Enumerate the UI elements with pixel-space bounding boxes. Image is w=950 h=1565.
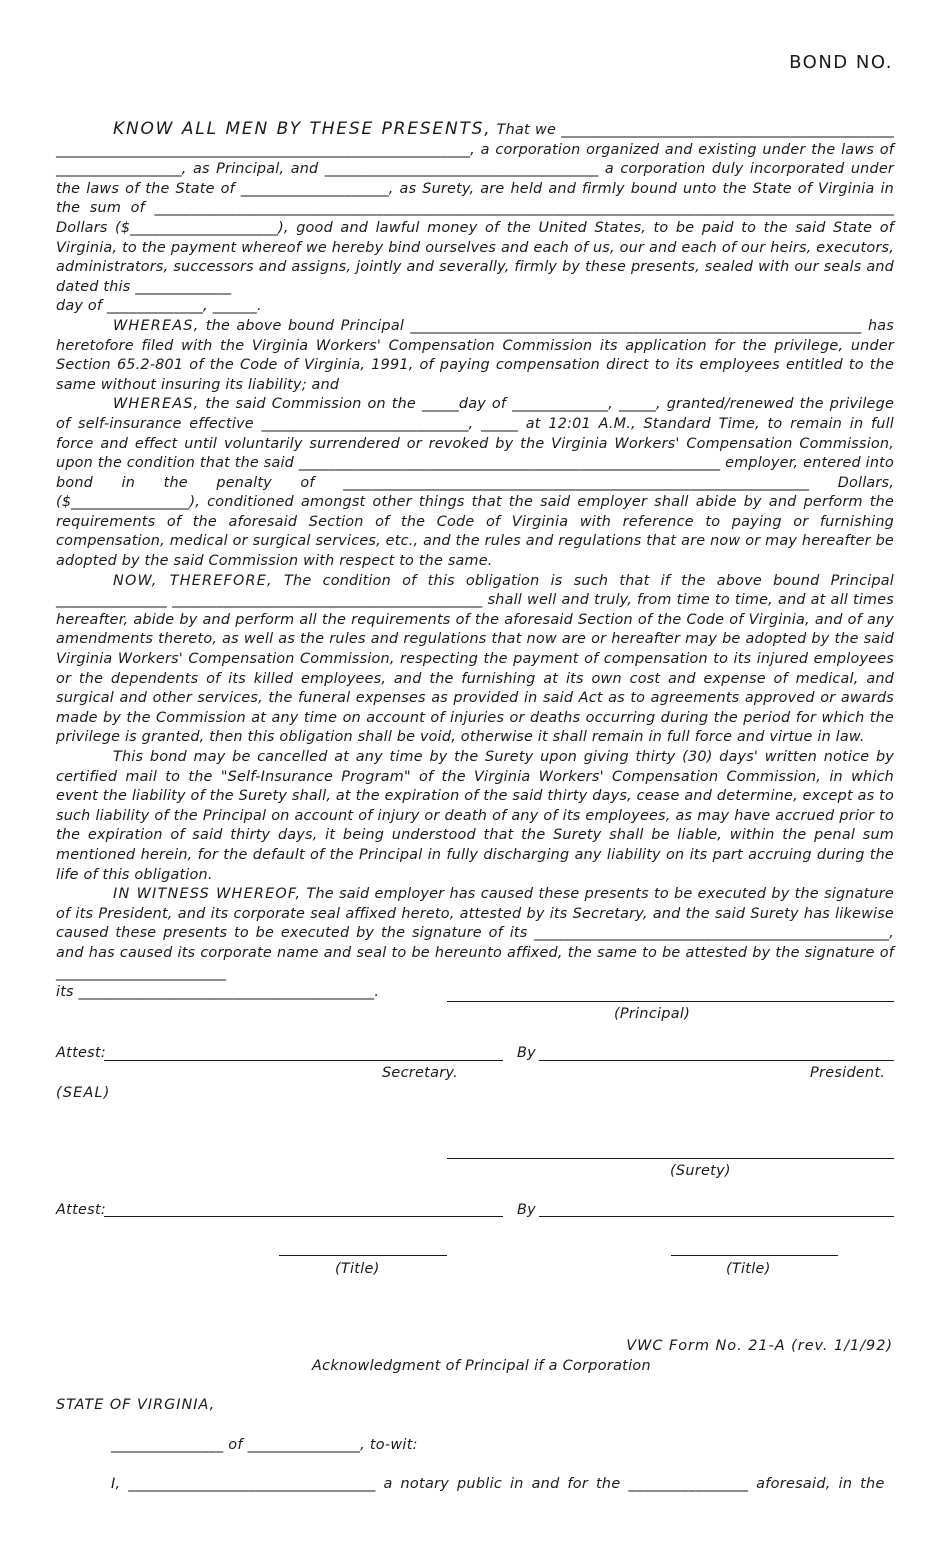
notary-line: I, _________________________________ a notary public in and for the ________________ aforesaid, in the	[111, 1476, 885, 1492]
surety-label: (Surety)	[670, 1163, 731, 1179]
dated-line: day of _____________, ______.	[56, 298, 262, 315]
state-label: STATE OF VIRGINIA,	[56, 1397, 216, 1413]
paragraph-3-text: the said Commission on the _____day of _____________, _____, granted/renewed the privilege of self-insurance effective ____________________________, _____ at 12:01 A.M., Standard Time, to remain in full force and effect until voluntarily surrendered or revoked by the Virginia Workers' Compensation Commission, upon the condition that the said _________________________________________________________ employer, entered into bond in the penalty of _______________________________________________________________ Dollars, ($________________), conditioned amongst other things that the said employer shall abide by and perform the requirements of the aforesaid Section of the Code of Virginia with reference to paying or furnishing compensation, medical or surgical services, etc., and the rules and regulations that are now or may hereafter be adopted by the said Commission with respect to the same.	[56, 396, 894, 570]
attest-signature-line[interactable]	[104, 1060, 503, 1061]
now-therefore-lead: NOW, THEREFORE,	[113, 572, 273, 589]
county-line: _______________ of _______________, to-wit:	[111, 1437, 418, 1453]
seal-label: (SEAL)	[56, 1085, 111, 1101]
form-number: VWC Form No. 21-A (rev. 1/1/92)	[626, 1338, 893, 1354]
whereas-lead-1: WHEREAS,	[113, 317, 200, 334]
whereas-lead-2: WHEREAS,	[113, 396, 200, 413]
paragraph-6-text: The said employer has caused these presents to be executed by the signature of its President, and its corporate seal affixed hereto, attested by its Secretary, and the said Surety has likewise caused these presents to be executed by the signature of its ________________________________________________, and has caused its corporate name and seal to be hereunto affixed, the same to be attested by the signature of _______________________	[56, 886, 894, 981]
paragraph-now-therefore	[56, 572, 894, 748]
principal-signature-line[interactable]	[447, 1001, 894, 1002]
attest-label-2: Attest:	[56, 1202, 107, 1218]
title-line-1[interactable]	[279, 1255, 447, 1256]
paragraph-whereas-1	[56, 317, 894, 395]
title-label-2: (Title)	[726, 1261, 771, 1277]
in-witness-lead: IN WITNESS WHEREOF,	[113, 886, 302, 903]
surety-signature-line[interactable]	[447, 1158, 894, 1159]
bond-body	[56, 120, 894, 1003]
paragraph-know-all-men	[56, 120, 894, 297]
attest-label: Attest:	[56, 1045, 107, 1061]
president-signature-line[interactable]	[539, 1060, 894, 1061]
paragraph-2-text: the above bound Principal _____________________________________________________________ has heretofore filed with the Virginia Workers' Compensation Commission its application for the privilege, under Section 65.2-801 of the Code of Virginia, 1991, of paying compensation direct to its employees entitled to the same without insuring its liability; and	[56, 317, 894, 393]
by-label: By	[517, 1045, 536, 1061]
paragraph-cancellation: This bond may be cancelled at any time by the Surety upon giving thirty (30) days' written notice by certified mail to the "Self-Insurance Program" of the Virginia Workers' Compensation Commission, in which event the liability of the Surety shall, at the expiration of the said thirty days, cease and determine, except as to such liability of the Principal on account of injury or death of any of its employees, as may have accrued prior to the expiration of said thirty days, it being understood that the Surety shall be liable, within the penal sum mentioned herein, for the default of the Principal in fully discharging any liability on its part accruing during the life of this obligation.	[56, 749, 894, 883]
principal-label: (Principal)	[614, 1006, 691, 1022]
paragraph-whereas-2	[56, 395, 894, 571]
paragraph-1-text: That we _____________________________________________ ________________________________________________________, a corporation organized and existing under the laws of _________________, as Principal, and _____________________________________ a corporation duly incorporated under the laws of the State of ____________________, as Surety, are held and firmly bound unto the State of Virginia in the sum of ____________________________________________________________________________________________________ Dollars ($____________________), good and lawful money of the United States, to be paid to the said State of Virginia, to the payment whereof we hereby bind ourselves and each of us, our and each of our heirs, executors, administrators, successors and assigns, jointly and severally, firmly by these presents, sealed with our seals and dated this _____________	[56, 122, 894, 295]
by-label-2: By	[517, 1202, 536, 1218]
paragraph-in-witness	[56, 885, 894, 983]
president-label: President.	[810, 1065, 886, 1081]
secretary-label: Secretary.	[382, 1065, 459, 1081]
know-all-men-heading: KNOW ALL MEN BY THESE PRESENTS,	[113, 119, 492, 139]
attest-signature-line-2[interactable]	[104, 1216, 503, 1217]
title-label-1: (Title)	[335, 1261, 380, 1277]
title-line-2[interactable]	[671, 1255, 838, 1256]
its-line: its ________________________________________.	[56, 984, 380, 1001]
paragraph-4-text: The condition of this obligation is such that if the above bound Principal _______________ __________________________________________ shall well and truly, from time to time, and at all times hereafter, abide by and perform all the requirements of the aforesaid Section of the Code of Virginia, and of any amendments thereto, as well as the rules and regulations that now are or hereafter may be adopted by the said Virginia Workers' Compensation Commission, respecting the payment of compensation to its injured employees or the dependents of its killed employees, and the furnishing at its own cost and expense of medical, and surgical and other services, the funeral expenses as provided in said Act as to agreements approved or awards made by the Commission at any time on account of injuries or deaths occurring during the period for which the privilege is granted, then this obligation shall be void, otherwise it shall remain in full force and virtue in law.	[56, 572, 894, 746]
bond-number-label: BOND NO.	[789, 52, 893, 73]
surety-by-signature-line[interactable]	[539, 1216, 894, 1217]
acknowledgment-title: Acknowledgment of Principal if a Corporation	[312, 1358, 651, 1374]
